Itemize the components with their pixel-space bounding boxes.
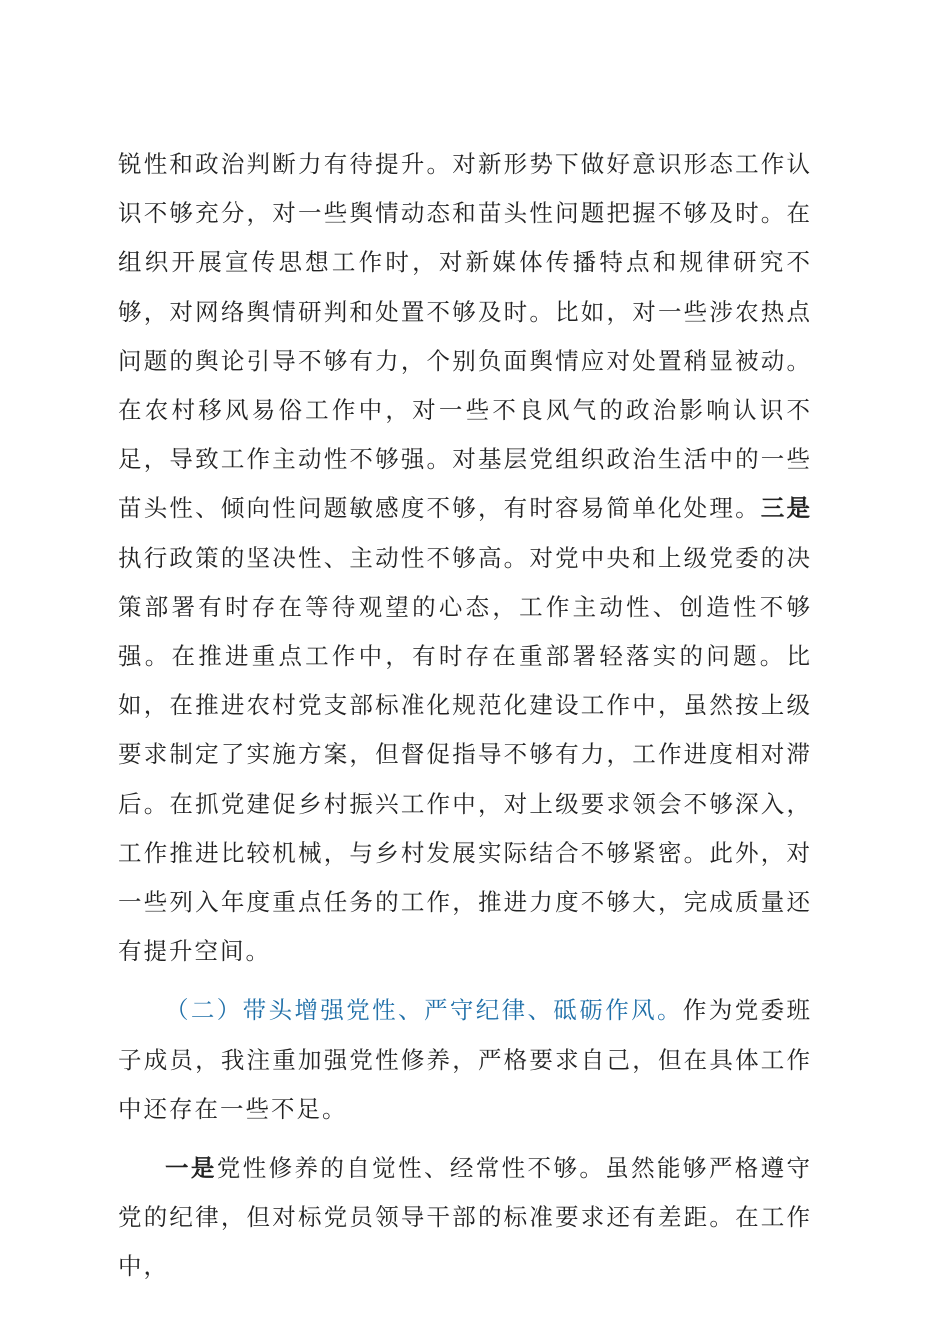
paragraph-point-one bbox=[118, 1144, 812, 1292]
point-three-text: 执行政策的坚决性、主动性不够高。对党中央和上级党委的决策部署有时存在等待观望的心态，工作主动性、创造性不够强。在推进重点工作中，有时存在重部署轻落实的问题。比如，在推进农村党支部标准化规范化建设工作中，虽然按上级要求制定了实施方案，但督促指导不够有力，工作进度相对滞后。在抓党建促乡村振兴工作中，对上级要求领会不够深入，工作推进比较机械，与乡村发展实际结合不够紧密。此外，对一些列入年度重点任务的工作，推进力度不够大，完成质量还有提升空间。 bbox=[118, 543, 812, 966]
point-one-lead: 一是 bbox=[165, 1154, 217, 1183]
paragraph-text: 锐性和政治判断力有待提升。对新形势下做好意识形态工作认识不够充分，对一些舆情动态和苗头性问题把握不够及时。在组织开展宣传思想工作时，对新媒体传播特点和规律研究不够，对网络舆情研判和处置不够及时。比如，对一些涉农热点问题的舆论引导不够有力，个别负面舆情应对处置稍显被动。在农村移风易俗工作中，对一些不良风气的政治影响认识不足，导致工作主动性不够强。对基层党组织政治生活中的一些苗头性、倾向性问题敏感度不够，有时容易简单化处理。 bbox=[118, 150, 812, 523]
point-one-text: 党性修养的自觉性、经常性不够。虽然能够严格遵守党的纪律，但对标党员领导干部的标准要求还有差距。在工作中， bbox=[118, 1154, 813, 1281]
point-three-lead: 三是 bbox=[760, 494, 813, 523]
section-two-heading: （二）带头增强党性、严守纪律、砥砺作风。 bbox=[165, 996, 683, 1025]
document-body bbox=[118, 140, 812, 1292]
section-two-intro: 作为党委班子成员，我注重加强党性修养，严格要求自己，但在具体工作中还存在一些不足。 bbox=[118, 996, 813, 1123]
paragraph-political-sensitivity bbox=[118, 140, 812, 976]
paragraph-section-two bbox=[118, 986, 812, 1134]
